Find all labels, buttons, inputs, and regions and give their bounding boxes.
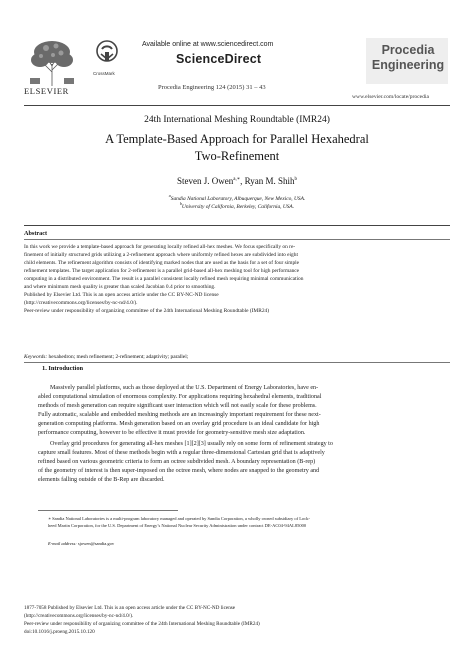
author-name[interactable]: Ryan M. Shih [244, 176, 295, 186]
license-link[interactable]: (http://creativecommons.org/licenses/by-nc-nd/4.0/). [24, 613, 134, 619]
journal-name [368, 43, 448, 73]
affiliation-marker: b [179, 201, 182, 206]
journal-url-link[interactable]: www.elsevier.com/locate/procedia [352, 94, 429, 100]
keywords-text: hexahedron; mesh refinement; 2-refinement; adaptivity; parallel; [48, 354, 189, 360]
conference-name: 24th International Meshing Roundtable (IMR24) [144, 115, 330, 125]
paragraph-line: refined based on various geometric criteria to form an octree subdivided mesh. A boundary representation (B-rep) [38, 459, 316, 465]
author-superscript: b [294, 177, 298, 182]
abstract-heading: Abstract [24, 230, 48, 237]
author-separator: , [240, 176, 245, 186]
paragraph-line: generation computing platforms. Mesh generation based on an overlay grid procedure is an ideal candidate for high [38, 421, 320, 427]
corresponding-email [48, 541, 114, 546]
author-superscript: a,∗ [233, 177, 241, 182]
abstract-divider [24, 239, 450, 240]
paragraph-line: Overlay grid procedures for generating all-hex meshes [1][2][3] usually rely on some form of refinement strategy to [50, 441, 333, 447]
peer-review-line: Peer-review under responsibility of organizing committee of the 24th International Meshing Roundtable (IMR24) [24, 308, 270, 314]
paragraph-line: performance computing, however to be effective it must provide for geometry-sensitive mesh size adaptation. [38, 430, 306, 436]
keywords-line [24, 354, 188, 360]
paper-title-line1: A Template-Based Approach for Parallel Hexahedral [105, 132, 369, 146]
sciencedirect-wordmark[interactable]: ScienceDirect [176, 52, 262, 66]
footnote-line: heed Martin Corporation, for the U.S. Department of Energy’s National Nuclear Security Administration under contract DE-AC04-94AL85000 [48, 523, 307, 528]
affiliation-text: University of California, Berkeley, California, USA. [181, 203, 295, 210]
author-list [24, 176, 450, 186]
crossmark-label: CrossMark [93, 71, 115, 76]
footnote-line: ∗ Sandia National Laboratories is a multi-program laboratory managed and operated by Sandia Corporation, a wholly owned subsidiary of Lock- [48, 516, 310, 521]
header-divider [24, 105, 450, 106]
paragraph-line: Fully automatic, scalable and embedded meshing methods are an increasingly important requirement for these next- [38, 412, 321, 418]
affiliation-b [24, 201, 450, 210]
paper-title-line2: Two-Refinement [194, 149, 280, 163]
publisher-wordmark: ELSEVIER [24, 86, 69, 96]
abstract-line: computing in a distributed environment. The result is a parallel consistent locally refined mesh requiring minimal communication [24, 276, 304, 282]
affiliation-text: Sandia National Laboratory, Albuquerque, New Mexico, USA. [170, 195, 306, 202]
published-by-line: Published by Elsevier Ltd. This is an open access article under the CC BY-NC-ND license [24, 292, 219, 298]
email-label: E-mail address: [48, 541, 77, 546]
abstract-line: In this work we provide a template-based approach for generating locally refined all-hex meshes. We focus specifically on re- [24, 244, 296, 250]
issn-line: 1877-7058 Published by Elsevier Ltd. This is an open access article under the CC BY-NC-ND license [24, 605, 236, 611]
abstract-end-divider [24, 362, 450, 363]
affiliation-marker: a [168, 193, 171, 198]
paragraph-line: abled computational simulation of enormous complexity. For applications requiring hexahedral elements, traditional [38, 394, 322, 400]
author-name[interactable]: Steven J. Owen [176, 176, 234, 186]
abstract-line: and where minimum mesh quality is greater than scaled Jacobian 0.4 prior to smoothing. [24, 284, 216, 290]
paragraph-line: capture small features. Most of these methods begin with a regular three-dimensional Cartesian grid that is adaptively [38, 450, 325, 456]
abstract-line: refinement templates. The target application for 2-refinement is a parallel grid-based all-hex meshing tool for high performance [24, 268, 300, 274]
paragraph-line: methods of mesh generation can require significant user interaction which will not easily scale for these problems. [38, 403, 317, 409]
abstract-line: child elements. The refinement algorithm consists of identifying marked nodes that are used as the basis for a set of four simple [24, 260, 300, 266]
paragraph-line: Massively parallel platforms, such as those deployed at the U.S. Department of Energy Laboratories, have en- [50, 385, 319, 391]
paragraph-line: elements falling outside of the B-Rep are discarded. [38, 477, 165, 483]
license-link[interactable]: (http://creativecommons.org/licenses/by-nc-nd/4.0/). [24, 300, 138, 306]
abstract-line: finement of initially structured grids utilizing a 2-refinement approach where uniformly refined hexes are subdivided into eight [24, 252, 298, 258]
email-address[interactable]: sjowen@sandia.gov [77, 541, 115, 546]
journal-name-line2: Engineering [371, 58, 445, 72]
journal-citation: Procedia Engineering 124 (2015) 31 – 43 [158, 84, 266, 91]
doi-line[interactable]: doi:10.1016/j.proeng.2015.10.120 [24, 629, 95, 635]
journal-name-line1: Procedia [381, 43, 435, 57]
keywords-label: Keywords: [24, 354, 48, 360]
elsevier-tree-logo [26, 38, 78, 88]
section-heading: 1. Introduction [42, 365, 84, 372]
title-divider [24, 225, 450, 226]
paragraph-line: of the geometry of interest is then super-imposed on the octree mesh, where nodes are snapped to the geometry and [38, 468, 320, 474]
crossmark-icon[interactable] [96, 40, 118, 68]
available-online-text: Available online at www.sciencedirect.com [142, 41, 274, 48]
footnote-divider [38, 510, 178, 511]
peer-review-line: Peer-review under responsibility of organizing committee of the 24th International Meshing Roundtable (IMR24) [24, 621, 260, 627]
